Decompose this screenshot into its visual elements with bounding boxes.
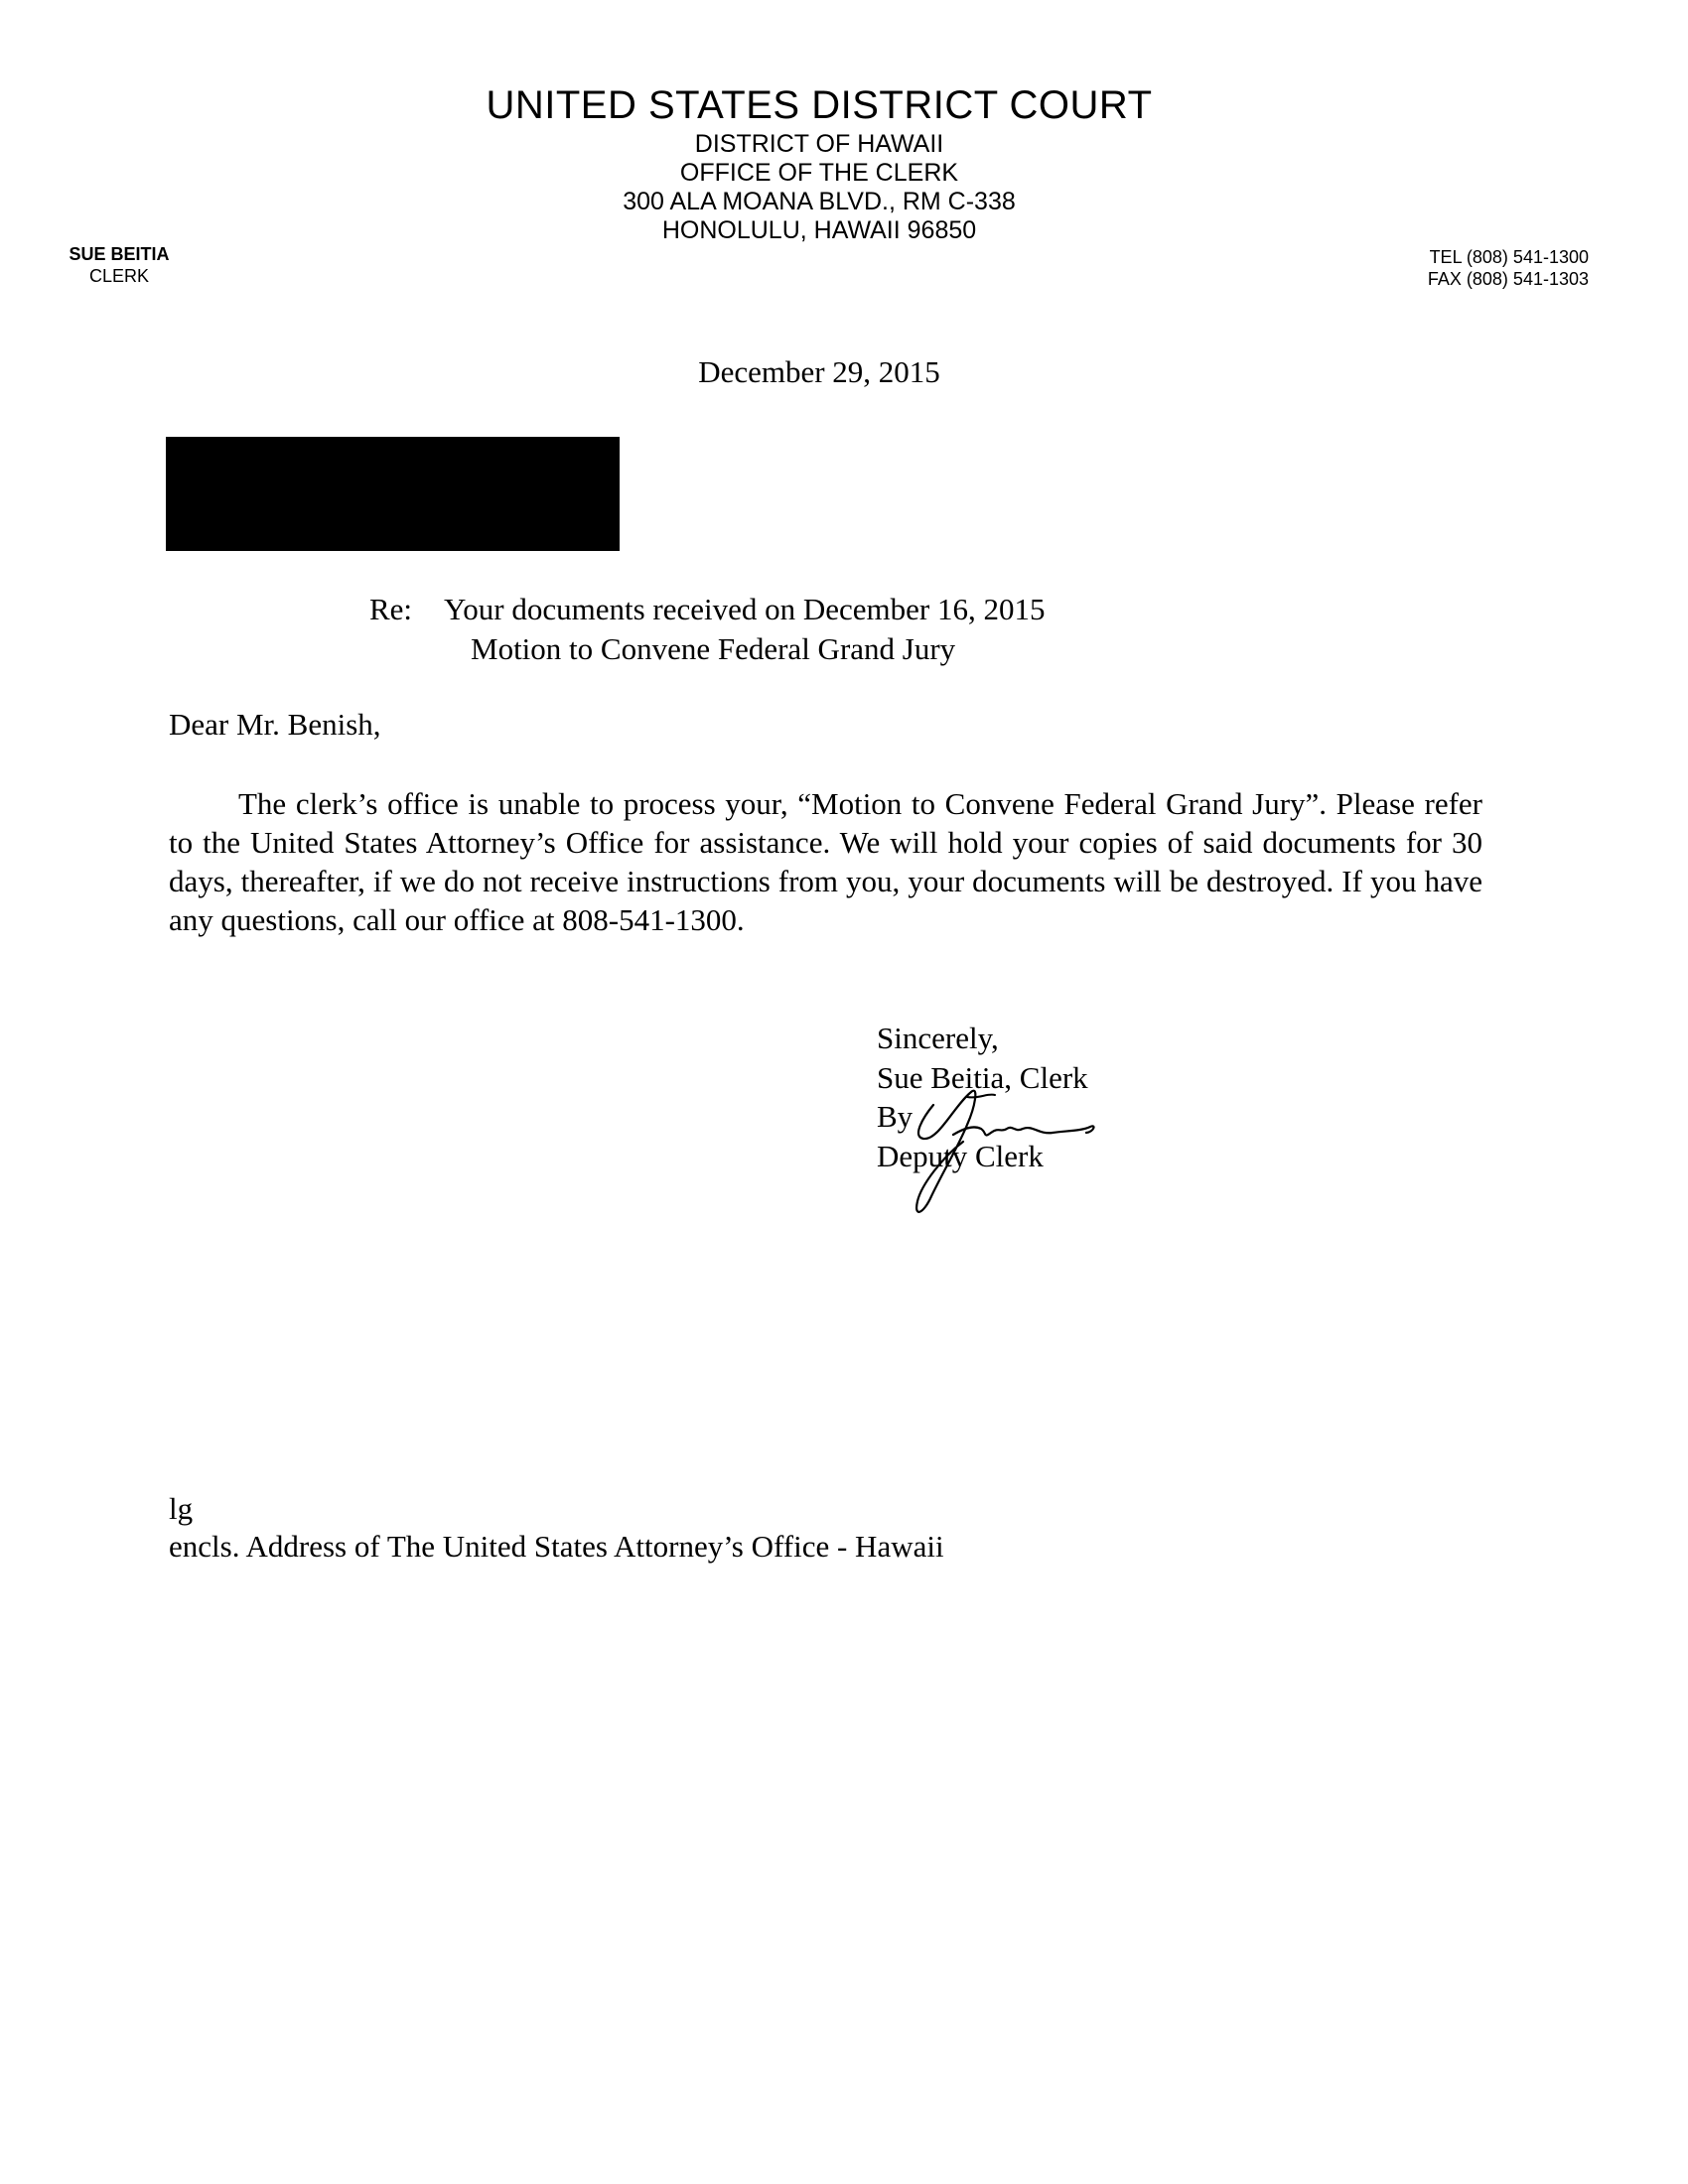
closing-text: Sincerely, [877, 1021, 999, 1055]
by-label: By [877, 1099, 914, 1134]
court-city-address: HONOLULU, HAWAII 96850 [661, 216, 977, 244]
contact-info [1390, 246, 1589, 290]
enclosure-notation: encls. Address of The United States Attorney’s Office - Hawaii [169, 1529, 944, 1564]
clerk-info [55, 243, 184, 287]
clerk-name: SUE BEITIA [69, 244, 170, 264]
typist-initials: lg [169, 1491, 194, 1526]
handwritten-signature [884, 1077, 1122, 1226]
telephone-number: TEL (808) 541-1300 [1429, 247, 1589, 267]
court-name: UNITED STATES DISTRICT COURT [486, 83, 1153, 127]
fax-number: FAX (808) 541-1303 [1427, 269, 1589, 289]
court-district: DISTRICT OF HAWAII [694, 130, 944, 158]
letter-date: December 29, 2015 [698, 354, 940, 389]
subject-line-2: Motion to Convene Federal Grand Jury [471, 631, 956, 666]
signer-name: Sue Beitia, Clerk [877, 1059, 1088, 1095]
body-paragraph: The clerk’s office is unable to process your, “Motion to Convene Federal Grand Jury”. Please refer to the United States Attorney’s Office for assistance. We will hold your copies of said documents for 30 days, thereafter, if we do not receive instructions from you, your documents will be destroyed. If you have any questions, call our office at 808-541-1300. [169, 786, 1482, 937]
signer-title: Deputy Clerk [877, 1138, 1044, 1173]
salutation: Dear Mr. Benish, [169, 707, 381, 742]
clerk-title: CLERK [88, 266, 150, 286]
clerk-office: OFFICE OF THE CLERK [679, 159, 959, 187]
court-street-address: 300 ALA MOANA BLVD., RM C-338 [623, 188, 1016, 215]
redacted-recipient-address [166, 437, 620, 551]
subject-line-1: Your documents received on December 16, 2015 [444, 592, 1046, 626]
re-label: Re: [369, 592, 413, 626]
